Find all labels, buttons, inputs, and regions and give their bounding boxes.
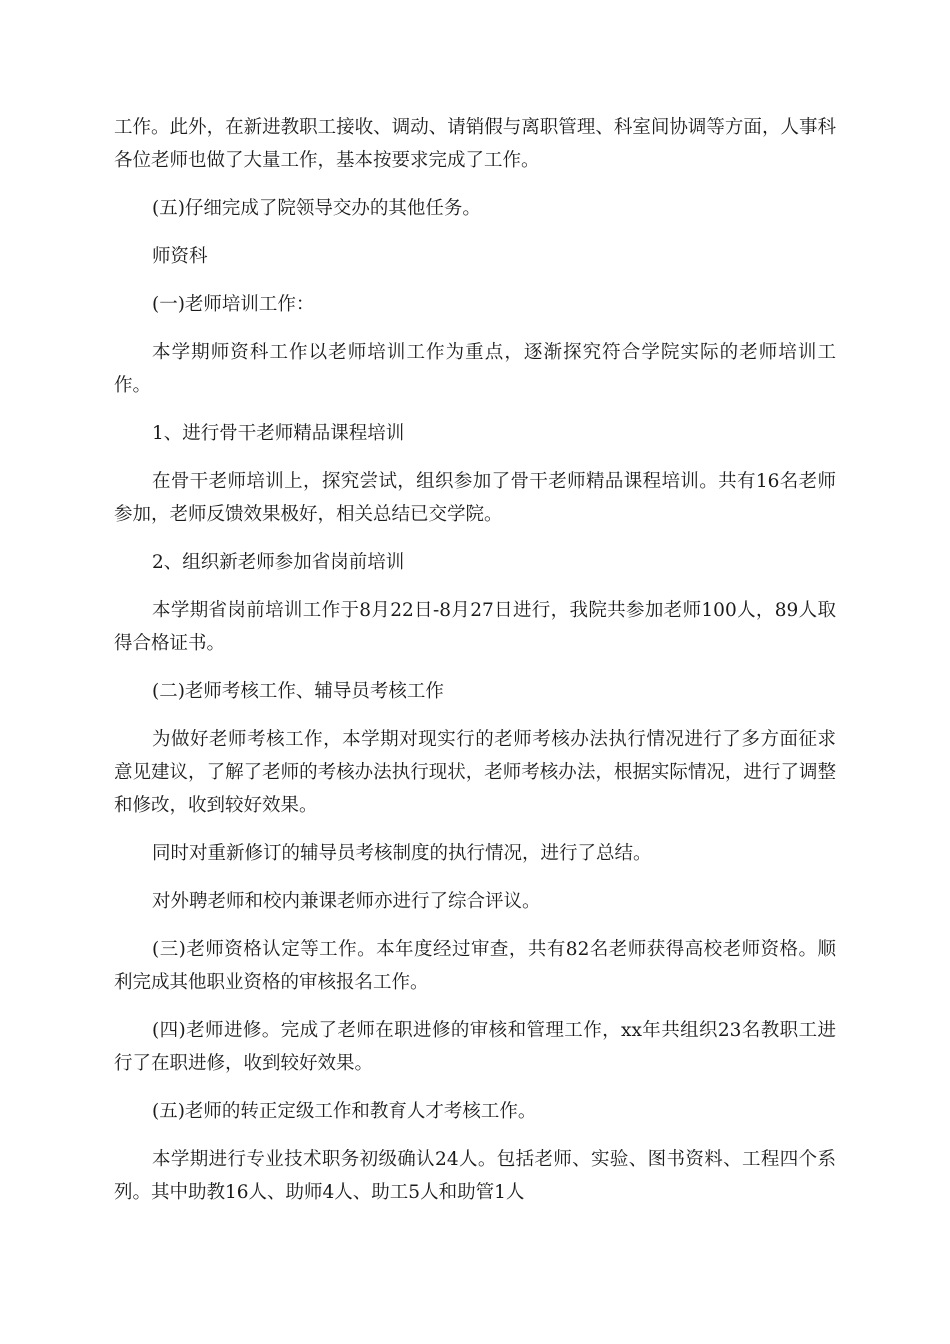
heading-preservice-training: 2、组织新老师参加省岗前培训 xyxy=(152,552,405,573)
paragraph-assessment-work: 为做好老师考核工作，本学期对现实行的老师考核办法执行情况进行了多方面征求意见建议，了解了老师的考核办法执行现状，老师考核办法，根据实际情况，进行了调整和修改，收到较好效果。 xyxy=(114,729,836,816)
paragraph-other-tasks: (五)仔细完成了院领导交办的其他任务。 xyxy=(152,198,481,219)
heading-core-course-training: 1、进行骨干老师精品课程培训 xyxy=(152,423,405,444)
document-body xyxy=(114,111,836,1224)
paragraph-counselor-assessment: 同时对重新修订的辅导员考核制度的执行情况，进行了总结。 xyxy=(152,843,652,864)
paragraph-core-course-training: 在骨干老师培训上，探究尝试，组织参加了骨干老师精品课程培训。共有16名老师参加，老师反馈效果极好，相关总结已交学院。 xyxy=(114,471,836,525)
heading-confirmation-assessment: (五)老师的转正定级工作和教育人才考核工作。 xyxy=(152,1101,537,1122)
heading-assessment-work: (二)老师考核工作、辅导员考核工作 xyxy=(152,681,444,702)
paragraph-preservice-training: 本学期省岗前培训工作于8月22日-8月27日进行，我院共参加老师100人，89人取得合格证书。 xyxy=(114,600,836,654)
paragraph-qualification-certification: (三)老师资格认定等工作。本年度经过审查，共有82名老师获得高校老师资格。顺利完成其他职业资格的审核报名工作。 xyxy=(114,939,836,993)
section-heading-faculty-office: 师资科 xyxy=(152,246,208,267)
paragraph-teacher-further-study: (四)老师进修。完成了老师在职进修的审核和管理工作，xx年共组织23名教职工进行了在职进修，收到较好效果。 xyxy=(114,1020,836,1074)
paragraph-training-focus: 本学期师资科工作以老师培训工作为重点，逐渐探究符合学院实际的老师培训工作。 xyxy=(114,342,836,396)
paragraph-personnel-work-continued: 工作。此外，在新进教职工接收、调动、请销假与离职管理、科室间协调等方面，人事科各位老师也做了大量工作，基本按要求完成了工作。 xyxy=(114,117,836,171)
heading-teacher-training: (一)老师培训工作： xyxy=(152,294,315,315)
paragraph-title-confirmation: 本学期进行专业技术职务初级确认24人。包括老师、实验、图书资料、工程四个系列。其中助教16人、助师4人、助工5人和助管1人 xyxy=(114,1149,836,1203)
paragraph-external-teacher-review: 对外聘老师和校内兼课老师亦进行了综合评议。 xyxy=(152,891,541,912)
